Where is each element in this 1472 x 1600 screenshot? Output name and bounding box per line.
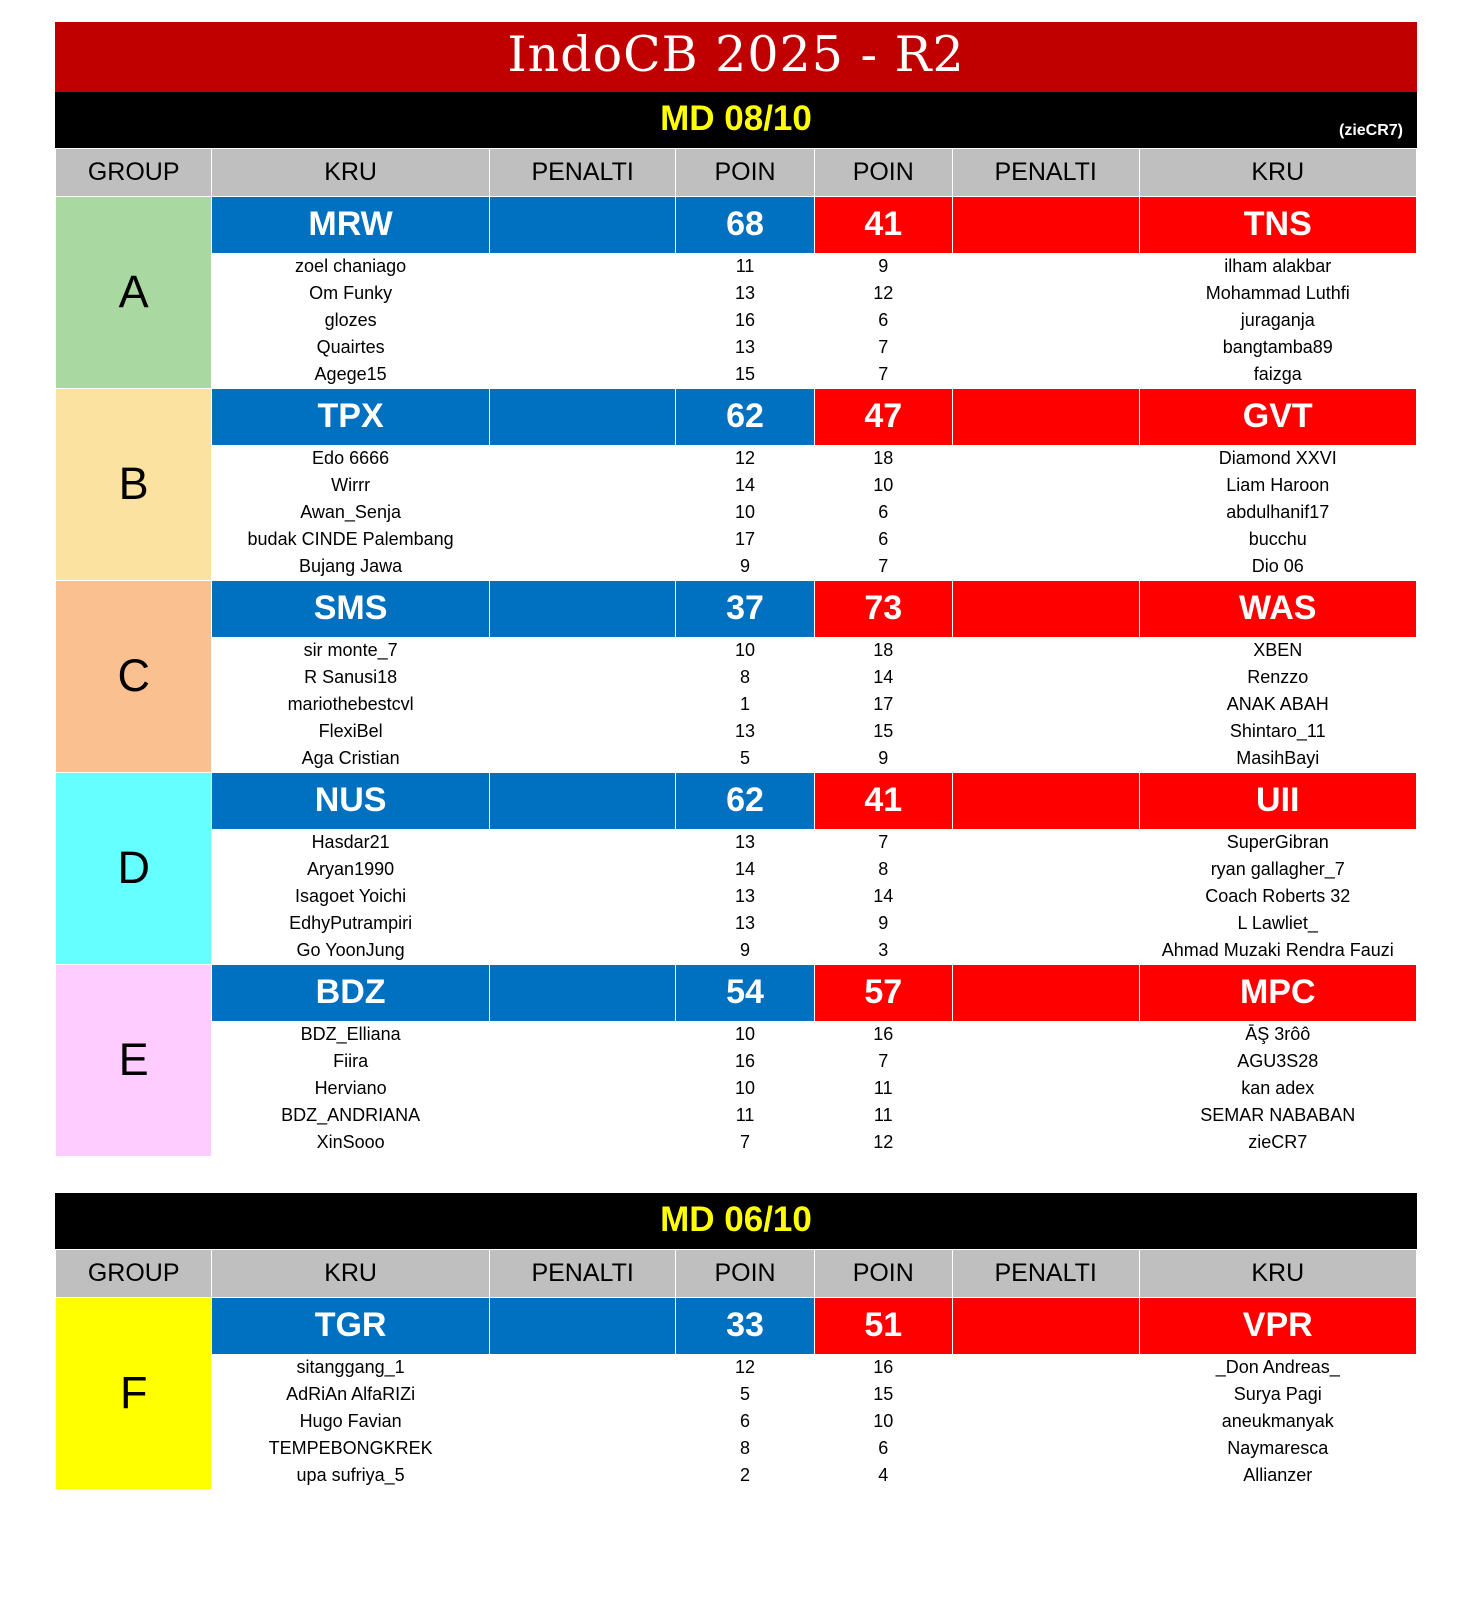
left-player-points: 5 — [676, 745, 814, 772]
left-player-penalty — [489, 718, 676, 745]
right-team-penalty — [952, 772, 1139, 829]
right-player-penalty — [952, 361, 1139, 388]
right-player-penalty — [952, 1435, 1139, 1462]
scoreboard-table-1 — [55, 148, 1417, 1157]
left-team-name: MRW — [212, 196, 489, 253]
group-cell: F — [56, 1297, 212, 1489]
left-player-name: Aryan1990 — [212, 856, 489, 883]
group-cell: A — [56, 196, 212, 388]
table-row — [56, 1021, 1417, 1048]
left-team-penalty — [489, 964, 676, 1021]
col-kru-right: KRU — [1139, 148, 1417, 196]
right-player-name: bangtamba89 — [1139, 334, 1417, 361]
left-player-points: 10 — [676, 1075, 814, 1102]
left-player-points: 6 — [676, 1408, 814, 1435]
col-penalti-left: PENALTI — [489, 1249, 676, 1297]
match-header-row — [56, 772, 1417, 829]
right-player-points: 10 — [814, 472, 952, 499]
table-row — [56, 745, 1417, 772]
right-player-penalty — [952, 526, 1139, 553]
right-player-points: 6 — [814, 526, 952, 553]
match-header-row — [56, 388, 1417, 445]
col-group: GROUP — [56, 148, 212, 196]
col-kru-left: KRU — [212, 148, 489, 196]
left-player-name: Quairtes — [212, 334, 489, 361]
right-player-name: ANAK ABAH — [1139, 691, 1417, 718]
left-player-name: Fiira — [212, 1048, 489, 1075]
left-team-name: SMS — [212, 580, 489, 637]
right-player-points: 6 — [814, 307, 952, 334]
table-row — [56, 1354, 1417, 1381]
right-player-points: 7 — [814, 361, 952, 388]
right-player-name: Coach Roberts 32 — [1139, 883, 1417, 910]
right-player-penalty — [952, 937, 1139, 964]
right-team-penalty — [952, 964, 1139, 1021]
left-player-points: 2 — [676, 1462, 814, 1489]
left-player-points: 9 — [676, 553, 814, 580]
right-player-penalty — [952, 280, 1139, 307]
right-player-points: 15 — [814, 1381, 952, 1408]
left-player-penalty — [489, 883, 676, 910]
right-player-points: 7 — [814, 334, 952, 361]
right-player-points: 11 — [814, 1075, 952, 1102]
right-player-name: XBEN — [1139, 637, 1417, 664]
right-player-points: 16 — [814, 1354, 952, 1381]
right-player-points: 15 — [814, 718, 952, 745]
left-player-penalty — [489, 1129, 676, 1156]
group-cell: B — [56, 388, 212, 580]
left-player-name: upa sufriya_5 — [212, 1462, 489, 1489]
right-player-points: 9 — [814, 910, 952, 937]
right-player-name: ryan gallagher_7 — [1139, 856, 1417, 883]
right-player-points: 11 — [814, 1102, 952, 1129]
left-player-name: Wirrr — [212, 472, 489, 499]
right-player-penalty — [952, 1408, 1139, 1435]
left-player-name: Aga Cristian — [212, 745, 489, 772]
match-header-row — [56, 964, 1417, 1021]
right-player-points: 8 — [814, 856, 952, 883]
right-player-penalty — [952, 1075, 1139, 1102]
left-player-points: 13 — [676, 280, 814, 307]
left-player-name: Hugo Favian — [212, 1408, 489, 1435]
left-player-penalty — [489, 637, 676, 664]
right-player-name: SEMAR NABABAN — [1139, 1102, 1417, 1129]
left-player-penalty — [489, 307, 676, 334]
right-player-penalty — [952, 637, 1139, 664]
left-team-penalty — [489, 196, 676, 253]
left-player-penalty — [489, 1435, 676, 1462]
left-player-penalty — [489, 1021, 676, 1048]
left-team-score: 37 — [676, 580, 814, 637]
left-player-name: XinSooo — [212, 1129, 489, 1156]
table-row — [56, 445, 1417, 472]
table-row — [56, 664, 1417, 691]
table-row — [56, 910, 1417, 937]
left-player-name: Edo 6666 — [212, 445, 489, 472]
right-team-score: 41 — [814, 196, 952, 253]
right-team-score: 73 — [814, 580, 952, 637]
left-player-points: 13 — [676, 883, 814, 910]
right-player-points: 3 — [814, 937, 952, 964]
col-poin-right: POIN — [814, 148, 952, 196]
table-row — [56, 1129, 1417, 1156]
left-player-name: zoel chaniago — [212, 253, 489, 280]
right-player-points: 6 — [814, 499, 952, 526]
left-player-penalty — [489, 280, 676, 307]
right-player-points: 12 — [814, 280, 952, 307]
right-player-points: 4 — [814, 1462, 952, 1489]
right-player-penalty — [952, 745, 1139, 772]
left-player-points: 13 — [676, 718, 814, 745]
right-player-name: zieCR7 — [1139, 1129, 1417, 1156]
left-team-name: BDZ — [212, 964, 489, 1021]
right-player-penalty — [952, 334, 1139, 361]
table-row — [56, 334, 1417, 361]
left-player-penalty — [489, 910, 676, 937]
group-cell: D — [56, 772, 212, 964]
group-cell: C — [56, 580, 212, 772]
right-player-penalty — [952, 718, 1139, 745]
right-player-penalty — [952, 1021, 1139, 1048]
left-player-penalty — [489, 1075, 676, 1102]
col-penalti-left: PENALTI — [489, 148, 676, 196]
right-player-points: 18 — [814, 637, 952, 664]
right-team-penalty — [952, 196, 1139, 253]
table-row — [56, 1048, 1417, 1075]
left-player-name: Agege15 — [212, 361, 489, 388]
right-player-name: Diamond XXVI — [1139, 445, 1417, 472]
right-team-name: UII — [1139, 772, 1417, 829]
right-team-score: 47 — [814, 388, 952, 445]
left-player-penalty — [489, 1048, 676, 1075]
left-player-name: TEMPEBONGKREK — [212, 1435, 489, 1462]
left-player-penalty — [489, 1102, 676, 1129]
left-player-penalty — [489, 1381, 676, 1408]
right-player-penalty — [952, 1102, 1139, 1129]
left-team-penalty — [489, 1297, 676, 1354]
right-player-name: ĀŞ 3rôô — [1139, 1021, 1417, 1048]
table-row — [56, 553, 1417, 580]
right-player-penalty — [952, 307, 1139, 334]
left-team-penalty — [489, 772, 676, 829]
right-player-name: Mohammad Luthfi — [1139, 280, 1417, 307]
right-player-penalty — [952, 1354, 1139, 1381]
table-row — [56, 1435, 1417, 1462]
right-team-penalty — [952, 580, 1139, 637]
right-player-points: 7 — [814, 829, 952, 856]
right-player-penalty — [952, 1048, 1139, 1075]
left-player-name: Herviano — [212, 1075, 489, 1102]
left-player-name: FlexiBel — [212, 718, 489, 745]
right-player-points: 10 — [814, 1408, 952, 1435]
right-player-name: AGU3S28 — [1139, 1048, 1417, 1075]
matchday-2-banner — [55, 1193, 1417, 1249]
right-player-points: 14 — [814, 883, 952, 910]
left-team-score: 68 — [676, 196, 814, 253]
left-player-penalty — [489, 691, 676, 718]
right-team-score: 41 — [814, 772, 952, 829]
left-team-penalty — [489, 580, 676, 637]
right-team-name: TNS — [1139, 196, 1417, 253]
table-row — [56, 280, 1417, 307]
table-row — [56, 1102, 1417, 1129]
left-player-penalty — [489, 937, 676, 964]
left-player-points: 14 — [676, 856, 814, 883]
right-player-name: Allianzer — [1139, 1462, 1417, 1489]
table-row — [56, 499, 1417, 526]
left-player-penalty — [489, 1354, 676, 1381]
right-player-name: kan adex — [1139, 1075, 1417, 1102]
right-team-name: WAS — [1139, 580, 1417, 637]
left-player-name: Isagoet Yoichi — [212, 883, 489, 910]
left-player-penalty — [489, 472, 676, 499]
right-player-penalty — [952, 445, 1139, 472]
left-player-points: 11 — [676, 1102, 814, 1129]
left-player-penalty — [489, 253, 676, 280]
table-row — [56, 856, 1417, 883]
right-player-penalty — [952, 1462, 1139, 1489]
left-player-points: 13 — [676, 910, 814, 937]
right-player-name: MasihBayi — [1139, 745, 1417, 772]
right-team-name: MPC — [1139, 964, 1417, 1021]
right-player-name: _Don Andreas_ — [1139, 1354, 1417, 1381]
right-player-name: ilham alakbar — [1139, 253, 1417, 280]
left-player-points: 12 — [676, 445, 814, 472]
left-player-penalty — [489, 1462, 676, 1489]
right-player-points: 7 — [814, 1048, 952, 1075]
right-player-name: bucchu — [1139, 526, 1417, 553]
table-row — [56, 829, 1417, 856]
col-penalti-right: PENALTI — [952, 148, 1139, 196]
right-player-penalty — [952, 499, 1139, 526]
right-player-penalty — [952, 253, 1139, 280]
right-player-name: Shintaro_11 — [1139, 718, 1417, 745]
left-player-name: Awan_Senja — [212, 499, 489, 526]
left-team-score: 62 — [676, 388, 814, 445]
column-header-row-2 — [56, 1249, 1417, 1297]
right-player-name: Surya Pagi — [1139, 1381, 1417, 1408]
right-player-name: Dio 06 — [1139, 553, 1417, 580]
matchday-1-label: MD 08/10 — [660, 98, 812, 138]
left-player-points: 16 — [676, 307, 814, 334]
table-row — [56, 937, 1417, 964]
left-player-points: 12 — [676, 1354, 814, 1381]
table-row — [56, 883, 1417, 910]
left-player-points: 10 — [676, 1021, 814, 1048]
right-player-points: 18 — [814, 445, 952, 472]
matchday-1-banner — [55, 92, 1417, 148]
left-player-points: 13 — [676, 334, 814, 361]
left-player-points: 8 — [676, 1435, 814, 1462]
right-team-name: GVT — [1139, 388, 1417, 445]
left-player-name: mariothebestcvl — [212, 691, 489, 718]
right-player-points: 17 — [814, 691, 952, 718]
table-row — [56, 1408, 1417, 1435]
right-player-points: 14 — [814, 664, 952, 691]
right-player-name: L Lawliet_ — [1139, 910, 1417, 937]
table-row — [56, 472, 1417, 499]
left-player-penalty — [489, 553, 676, 580]
right-player-name: SuperGibran — [1139, 829, 1417, 856]
right-player-points: 16 — [814, 1021, 952, 1048]
right-player-points: 12 — [814, 1129, 952, 1156]
left-player-penalty — [489, 856, 676, 883]
right-player-points: 7 — [814, 553, 952, 580]
match-header-row — [56, 1297, 1417, 1354]
right-player-penalty — [952, 691, 1139, 718]
right-player-penalty — [952, 829, 1139, 856]
left-player-points: 13 — [676, 829, 814, 856]
right-player-penalty — [952, 553, 1139, 580]
left-player-points: 7 — [676, 1129, 814, 1156]
right-player-name: Naymaresca — [1139, 1435, 1417, 1462]
left-player-name: BDZ_Elliana — [212, 1021, 489, 1048]
left-player-penalty — [489, 526, 676, 553]
right-team-penalty — [952, 1297, 1139, 1354]
left-player-name: budak CINDE Palembang — [212, 526, 489, 553]
left-team-score: 54 — [676, 964, 814, 1021]
left-player-penalty — [489, 499, 676, 526]
left-player-name: Bujang Jawa — [212, 553, 489, 580]
right-player-name: Liam Haroon — [1139, 472, 1417, 499]
left-player-penalty — [489, 361, 676, 388]
right-team-name: VPR — [1139, 1297, 1417, 1354]
right-player-points: 9 — [814, 253, 952, 280]
left-player-name: sir monte_7 — [212, 637, 489, 664]
left-player-points: 16 — [676, 1048, 814, 1075]
col-penalti-right: PENALTI — [952, 1249, 1139, 1297]
left-team-penalty — [489, 388, 676, 445]
right-player-penalty — [952, 856, 1139, 883]
right-player-penalty — [952, 883, 1139, 910]
col-kru-left: KRU — [212, 1249, 489, 1297]
table-row — [56, 1462, 1417, 1489]
column-header-row — [56, 148, 1417, 196]
table-row — [56, 361, 1417, 388]
table-row — [56, 637, 1417, 664]
left-player-points: 1 — [676, 691, 814, 718]
left-team-score: 33 — [676, 1297, 814, 1354]
section-spacer — [55, 1157, 1417, 1193]
match-header-row — [56, 196, 1417, 253]
col-poin-right: POIN — [814, 1249, 952, 1297]
right-player-penalty — [952, 1129, 1139, 1156]
left-team-score: 62 — [676, 772, 814, 829]
col-group: GROUP — [56, 1249, 212, 1297]
left-player-penalty — [489, 829, 676, 856]
table-row — [56, 691, 1417, 718]
col-poin-left: POIN — [676, 148, 814, 196]
right-player-name: Renzzo — [1139, 664, 1417, 691]
left-player-name: Hasdar21 — [212, 829, 489, 856]
left-player-points: 14 — [676, 472, 814, 499]
left-player-penalty — [489, 664, 676, 691]
right-player-penalty — [952, 910, 1139, 937]
left-player-name: Om Funky — [212, 280, 489, 307]
table-row — [56, 253, 1417, 280]
right-team-score: 51 — [814, 1297, 952, 1354]
match-header-row — [56, 580, 1417, 637]
left-player-points: 11 — [676, 253, 814, 280]
left-player-points: 8 — [676, 664, 814, 691]
left-player-name: R Sanusi18 — [212, 664, 489, 691]
left-player-points: 10 — [676, 499, 814, 526]
left-player-penalty — [489, 445, 676, 472]
left-player-name: BDZ_ANDRIANA — [212, 1102, 489, 1129]
right-player-name: aneukmanyak — [1139, 1408, 1417, 1435]
right-player-points: 9 — [814, 745, 952, 772]
left-player-points: 10 — [676, 637, 814, 664]
table-row — [56, 718, 1417, 745]
left-player-points: 9 — [676, 937, 814, 964]
col-kru-right: KRU — [1139, 1249, 1417, 1297]
table-row — [56, 1075, 1417, 1102]
group-cell: E — [56, 964, 212, 1156]
credit-label: (zieCR7) — [1338, 121, 1403, 139]
table-row — [56, 307, 1417, 334]
left-player-points: 17 — [676, 526, 814, 553]
right-player-name: juraganja — [1139, 307, 1417, 334]
left-player-penalty — [489, 745, 676, 772]
left-player-name: glozes — [212, 307, 489, 334]
left-player-penalty — [489, 1408, 676, 1435]
left-player-points: 5 — [676, 1381, 814, 1408]
left-player-name: Go YoonJung — [212, 937, 489, 964]
right-player-penalty — [952, 664, 1139, 691]
right-player-points: 6 — [814, 1435, 952, 1462]
left-player-name: EdhyPutrampiri — [212, 910, 489, 937]
left-player-name: sitanggang_1 — [212, 1354, 489, 1381]
right-player-name: abdulhanif17 — [1139, 499, 1417, 526]
col-poin-left: POIN — [676, 1249, 814, 1297]
table-row — [56, 526, 1417, 553]
right-player-penalty — [952, 1381, 1139, 1408]
right-team-penalty — [952, 388, 1139, 445]
right-player-name: Ahmad Muzaki Rendra Fauzi — [1139, 937, 1417, 964]
left-player-points: 15 — [676, 361, 814, 388]
scoreboard-table-2 — [55, 1249, 1417, 1490]
left-player-name: AdRiAn AlfaRIZi — [212, 1381, 489, 1408]
table-row — [56, 1381, 1417, 1408]
page-title: IndoCB 2025 - R2 — [55, 22, 1417, 92]
right-player-name: faizga — [1139, 361, 1417, 388]
left-team-name: NUS — [212, 772, 489, 829]
left-team-name: TGR — [212, 1297, 489, 1354]
left-team-name: TPX — [212, 388, 489, 445]
left-player-penalty — [489, 334, 676, 361]
right-team-score: 57 — [814, 964, 952, 1021]
matchday-2-label: MD 06/10 — [660, 1199, 812, 1239]
right-player-penalty — [952, 472, 1139, 499]
